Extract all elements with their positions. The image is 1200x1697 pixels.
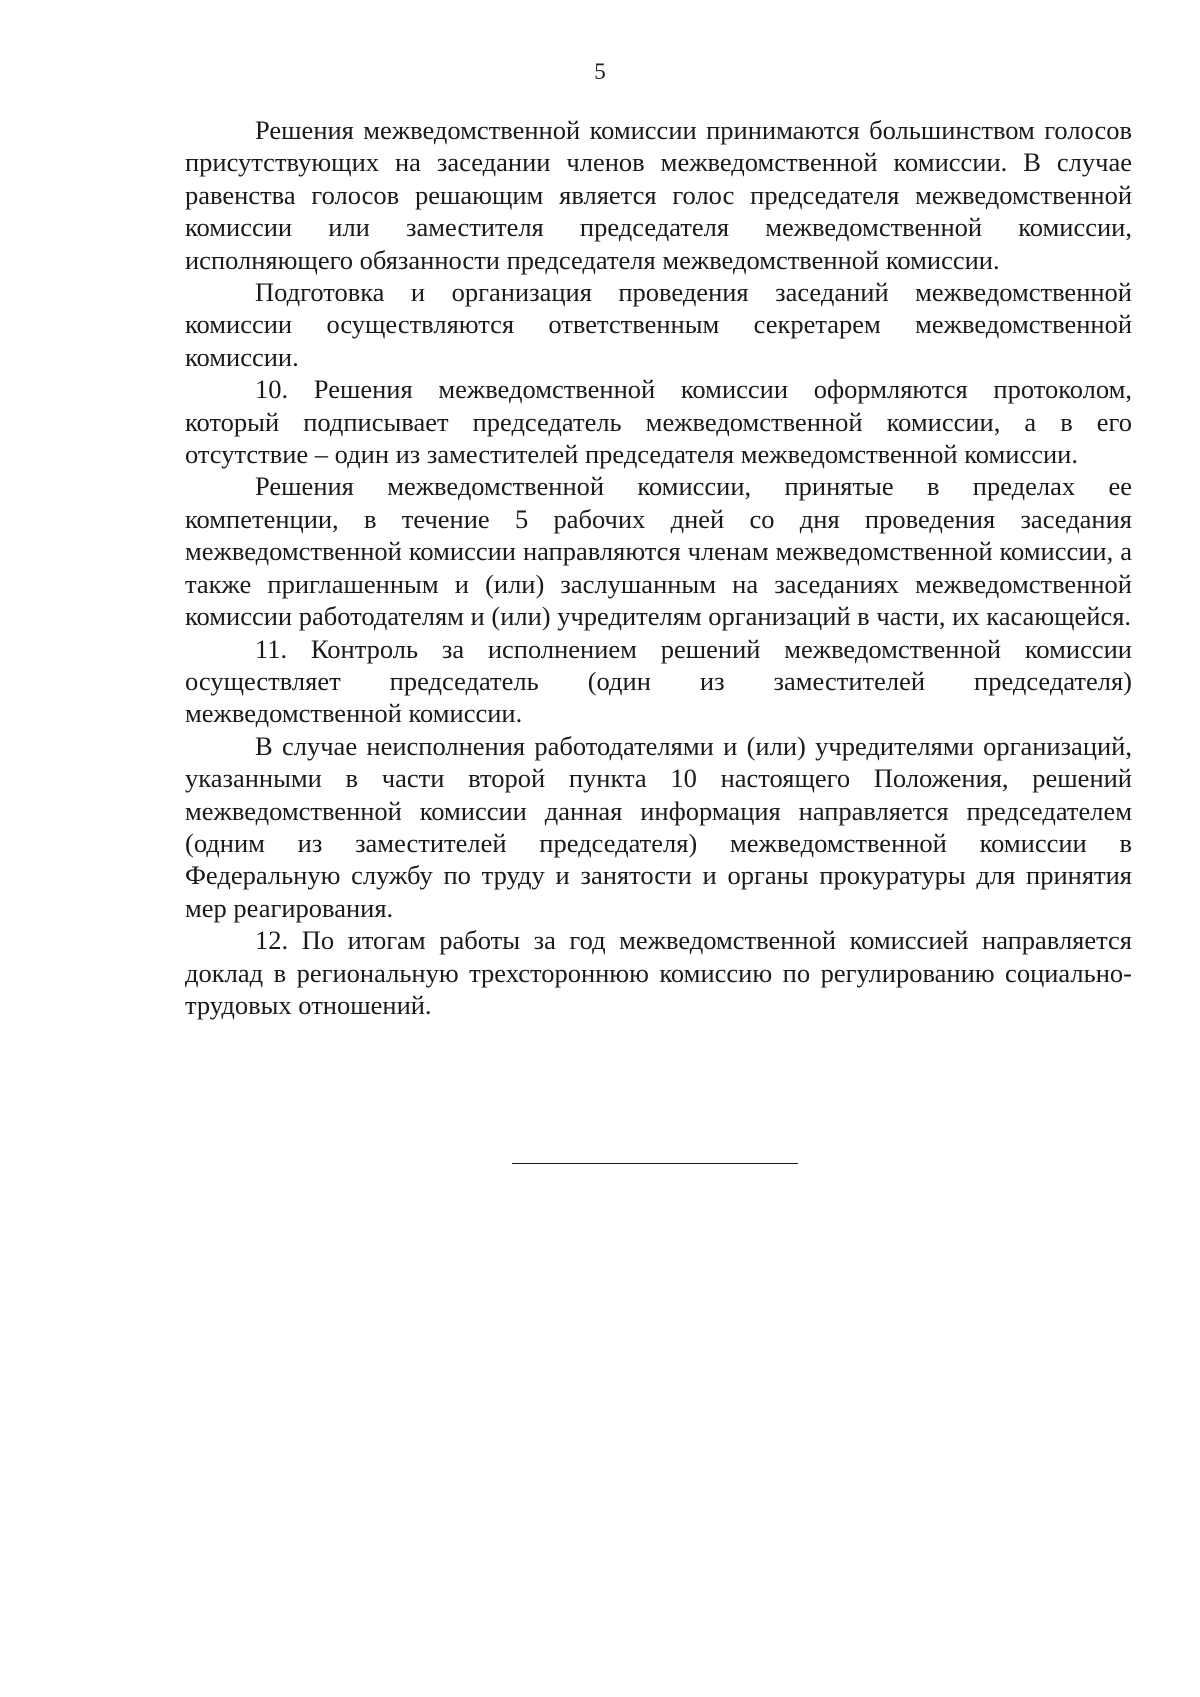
paragraph-item-10-protocol: 10. Решения межведомственной комиссии оформляются протоколом, который подписывает председатель межведомственной комиссии, а в его отсутствие – один из заместителей председателя межведомственной комиссии.	[185, 374, 1132, 470]
paragraph-item-12-report: 12. По итогам работы за год межведомственной комиссией направляется доклад в региональную трехстороннюю комиссию по регулированию социально-трудовых отношений.	[185, 925, 1132, 1020]
paragraph-meeting-preparation: Подготовка и организация проведения заседаний межведомственной комиссии осуществляются ответственным секретарем межведомственной комиссии.	[185, 277, 1132, 372]
paragraph-item-11-control: 11. Контроль за исполнением решений межведомственной комиссии осуществляет председатель (один из заместителей председателя) межведомственной комиссии.	[185, 633, 1132, 729]
page-number: 5	[594, 59, 606, 84]
paragraph-non-compliance: В случае неисполнения работодателями и (или) учредителями организаций, указанными в части второй пункта 10 настоящего Положения, решений межведомственной комиссии данная информация направляется председателем (одним из заместителей председателя) межведомственной комиссии в Федеральную службу по труду и занятости и органы прокуратуры для принятия мер реагирования.	[185, 730, 1132, 923]
document-body	[185, 114, 1132, 1021]
paragraph-decisions-distribution: Решения межведомственной комиссии, принятые в пределах ее компетенции, в течение 5 рабочих дней со дня проведения заседания межведомственной комиссии направляются членам межведомственной комиссии, а также приглашенным и (или) заслушанным на заседаниях межведомственной комиссии работодателям и (или) учредителям организаций в части, их касающейся.	[185, 471, 1132, 632]
paragraph-decision-majority: Решения межведомственной комиссии принимаются большинством голосов присутствующих на заседании членов межведомственной комиссии. В случае равенства голосов решающим является голос председателя межведомственной комиссии или заместителя председателя межведомственной комиссии, исполняющего обязанности председателя межведомственной комиссии.	[185, 115, 1132, 275]
end-of-document-rule	[512, 1163, 798, 1164]
